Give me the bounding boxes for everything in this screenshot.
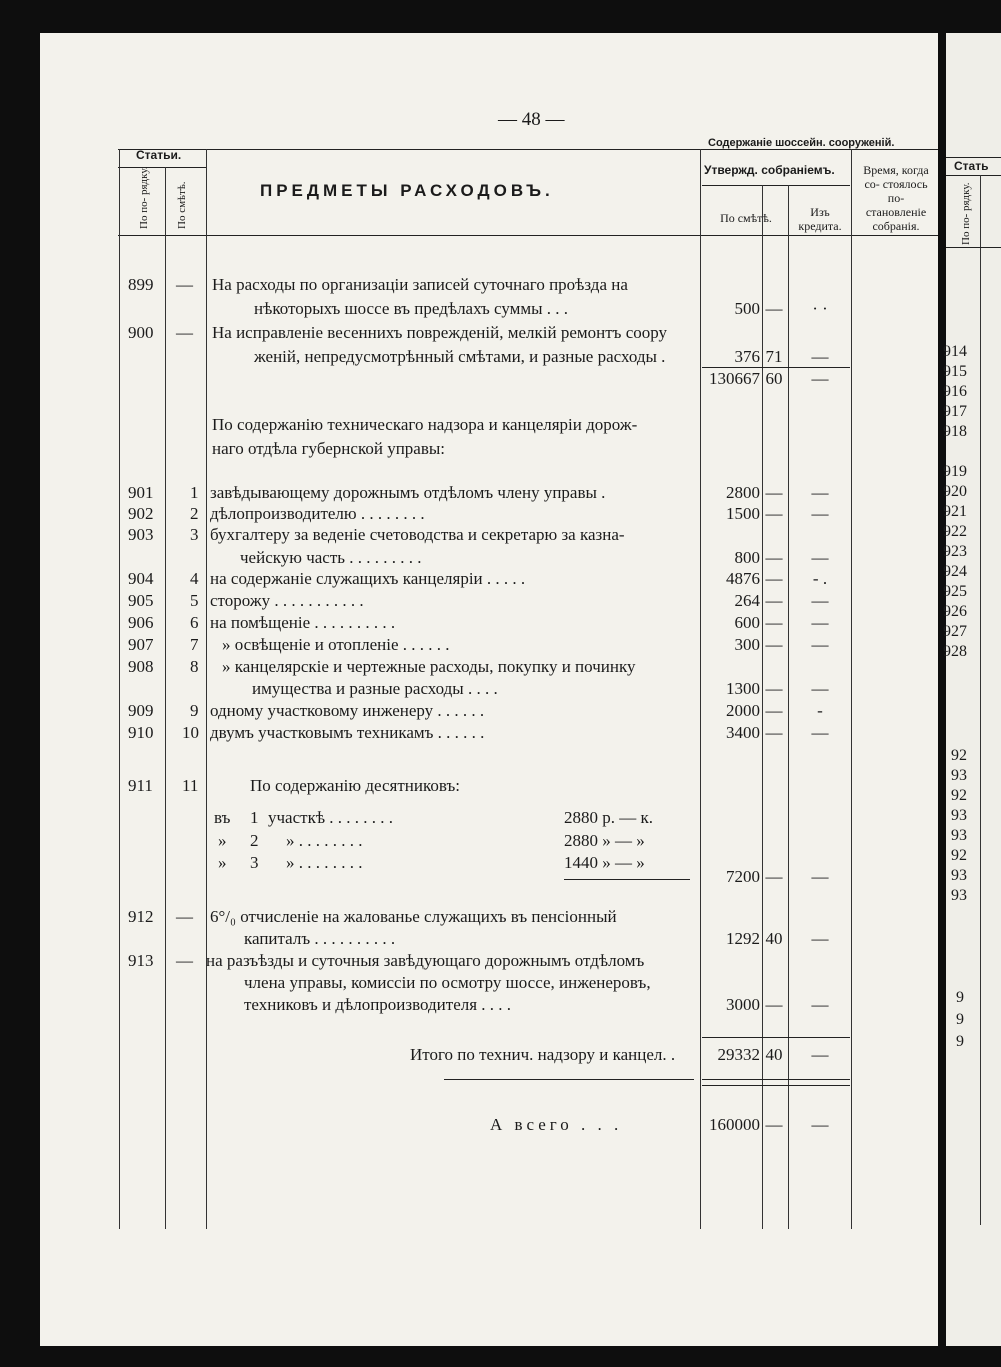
subtotal-amount: 130667: [709, 369, 760, 388]
header-po-smete-col: По смѣтѣ.: [720, 211, 772, 225]
itogo-amount: 29332: [717, 1045, 760, 1064]
header-stati: Статьи.: [136, 148, 182, 162]
document-page: — 48 — Содержаніе шоссейн. сооруженій. Статьи. По по- рядку. По смѣтѣ. ПРЕДМЕТЫ РАСХОДОВЪ. Утвержд. собраніемъ. По смѣтѣ. Изъ кредита. Время, когда со- стоялось по- становленіе собранія. 899 — На расходы по организаціи записей суточнаго проѣзда на нѣкоторыхъ шоссе въ предѣлахъ суммы . . . 500 — · · 900 — На исправленіе весеннихъ поврежденій, мелкій ремонтъ соору женій, непредусмотрѣнный смѣтами, и разные расходы . 376 71 — 130667 60 — По содержанію техническаго надзора и канцеляріи дорож- наго отдѣла губернской управы: 901 1 завѣдывающему дорожнымъ отдѣломъ члену управы . 2800 — — 902 2 дѣлопроизводителю . . . . . . . . 1500 — — 903 3 бухгалтеру за веденіе счетоводства и секретарю за казна- чейскую часть . . . . . . . . . 800 — — 904 4 на содержаніе служащихъ канцеляріи . . . . . 4876 — - . 905 5 сторожу . . . . . . . . . . . 264 — — 906 6 на помѣщеніе . . . . . . . . . . 600 — — 907 7 » освѣщеніе и отопленіе . . . . . . 300 — — 908 8 » канцелярскіе и чертежные расходы, покупку и починку имущества и разные расходы . . . . 1300 — — 909 9 одному участковому инженеру . . . . . . 2000 — - 910 10 двумъ участковымъ техникамъ . . . . . . 3400 — — 911 11 По содержанію десятниковъ: въ 1 участкѣ . . . . . . . . 2880 р. — к. » 2 » . . . . . . . . 2880 » — » » 3 » . . . . . . . . 1440 » — » 7200 — — 912 — 6°/₀ отчисленіе на жалованье служащихъ въ пенсіонный капиталъ . . . . . . . . . . 1292 40 — 913 — на разъѣзды и суточныя завѣдующаго дорожнымъ отдѣломъ члена управы, комиссіи по осмотру шоссе, инженеровъ, техниковъ и дѣлопроизводителя . . . . 3000 — — Итого по технич. надзору и канцел. . 29332 40 — А всего . . . 160000 — —: [40, 33, 938, 1346]
header-utverzhd: Утвержд. собраніемъ.: [704, 163, 835, 177]
header-po-smete: По смѣтѣ.: [176, 181, 188, 229]
header-vremya: Время, когда со- стоялось по- становленіе собранія.: [863, 163, 929, 233]
header-iz-kredita: Изъ кредита.: [798, 205, 842, 233]
header-title: ПРЕДМЕТЫ РАСХОДОВЪ.: [260, 181, 554, 200]
running-head: Содержаніе шоссейн. сооруженій.: [708, 137, 895, 149]
itogo-label: Итого по технич. надзору и канцел. .: [410, 1045, 676, 1064]
header-po-poryadku: По по- рядку.: [138, 166, 150, 229]
page-number: — 48 —: [498, 109, 565, 130]
vsego-label: А всего . . .: [490, 1115, 623, 1134]
facing-page: Стать По по- рядку. 914 915 916 917 918 919 920 921 922 923 924 925 926 927 928 92 93 92 93 93 92 93 93 9 9 9: [946, 33, 1001, 1346]
section-tech-line1: По содержанію техническаго надзора и канцеляріи дорож-: [212, 415, 638, 434]
vsego-amount: 160000: [709, 1115, 760, 1134]
section-tech-line2: наго отдѣла губернской управы:: [212, 439, 446, 458]
